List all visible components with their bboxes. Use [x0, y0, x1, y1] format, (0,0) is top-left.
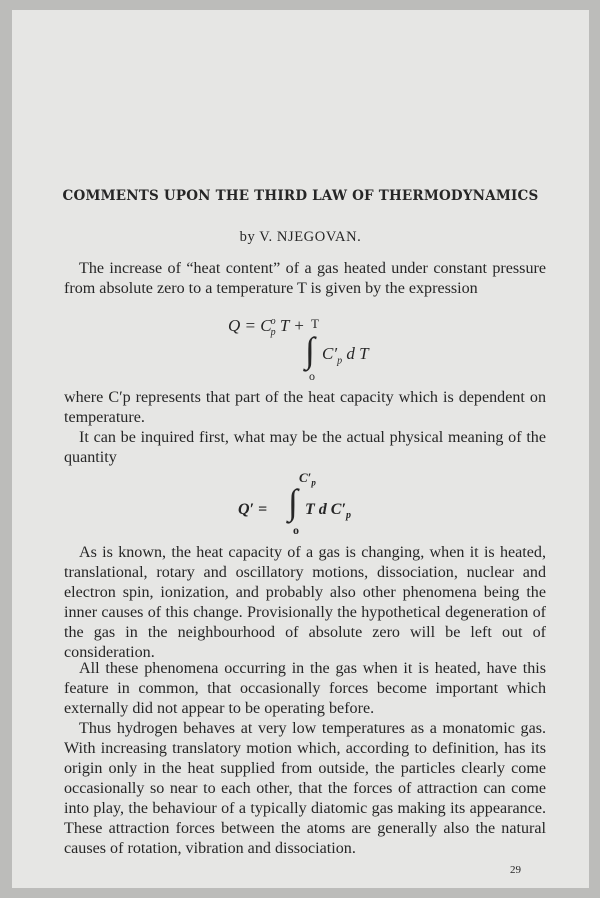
eq1-lhs: Q = C [228, 316, 272, 335]
paper-title: COMMENTS UPON THE THIRD LAW OF THERMODYNAMICS [62, 188, 539, 204]
paragraph-phenomena: All these phenomena occurring in the gas when it is heated, have this feature in common, that occasionally forces become important which externally did not appear to be operating before. [64, 660, 546, 717]
eq1-upper-limit: T [311, 316, 319, 331]
eq2-lower-limit: o [293, 523, 299, 537]
eq1-lower-limit: o [309, 369, 315, 383]
paragraph-where: where C′p represents that part of the heat capacity which is dependent on temperature. [64, 389, 546, 426]
eq2-upper-sub: p [311, 477, 316, 488]
page-number: 29 [510, 864, 521, 876]
integral-sign: ∫ [288, 482, 298, 522]
paragraph-intro: The increase of “heat content” of a gas heated under constant pressure from absolute zero to a temperature T is given by the expression [64, 260, 546, 297]
integral-sign: ∫ [305, 330, 315, 370]
eq1-integrand [322, 344, 369, 366]
eq1-sup: o [270, 316, 276, 328]
eq2-integrand-sub: p [345, 510, 351, 522]
eq1-integrand-c: C′ [322, 344, 338, 363]
eq2-integrand [305, 501, 351, 521]
eq2-integrand-text: T d C′ [305, 501, 346, 518]
eq2-lhs: Q′ = [238, 501, 268, 518]
eq1-sub: p [270, 327, 276, 339]
paragraph-inquired: It can be inquired first, what may be the actual physical meaning of the quantity [64, 429, 546, 466]
author-byline: by V. NJEGOVAN. [239, 229, 362, 245]
page [12, 10, 589, 888]
eq2-upper-c: C′ [299, 470, 312, 485]
eq1-t: T + [279, 316, 305, 335]
eq1-integrand-sub: p [337, 355, 343, 367]
eq2-upper-limit [299, 470, 316, 488]
paragraph-hydrogen: Thus hydrogen behaves at very low temperatures as a monatomic gas. With increasing translatory motion which, according to definition, has its origin only in the heat supplied from outside, the particles clearly come occasionally so near to each other, that the forces of attraction can come into play, the behaviour of a typically diatomic gas making its appearance. These attraction forces between the atoms are generally also the natural causes of rotation, vibration and dissociation. [64, 720, 546, 857]
paragraph-heat-capacity: As is known, the heat capacity of a gas is changing, when it is heated, translational, rotary and oscillatory motions, dissociation, nuclear and electron spin, ionization, and probably also other phenomena being the inner causes of this change. Provisionally the hypothetical degeneration of the gas in the neighbourhood of absolute zero will be left out of consideration. [64, 544, 546, 661]
eq1-dt: d T [346, 344, 369, 363]
equation-heat-content [228, 316, 305, 338]
